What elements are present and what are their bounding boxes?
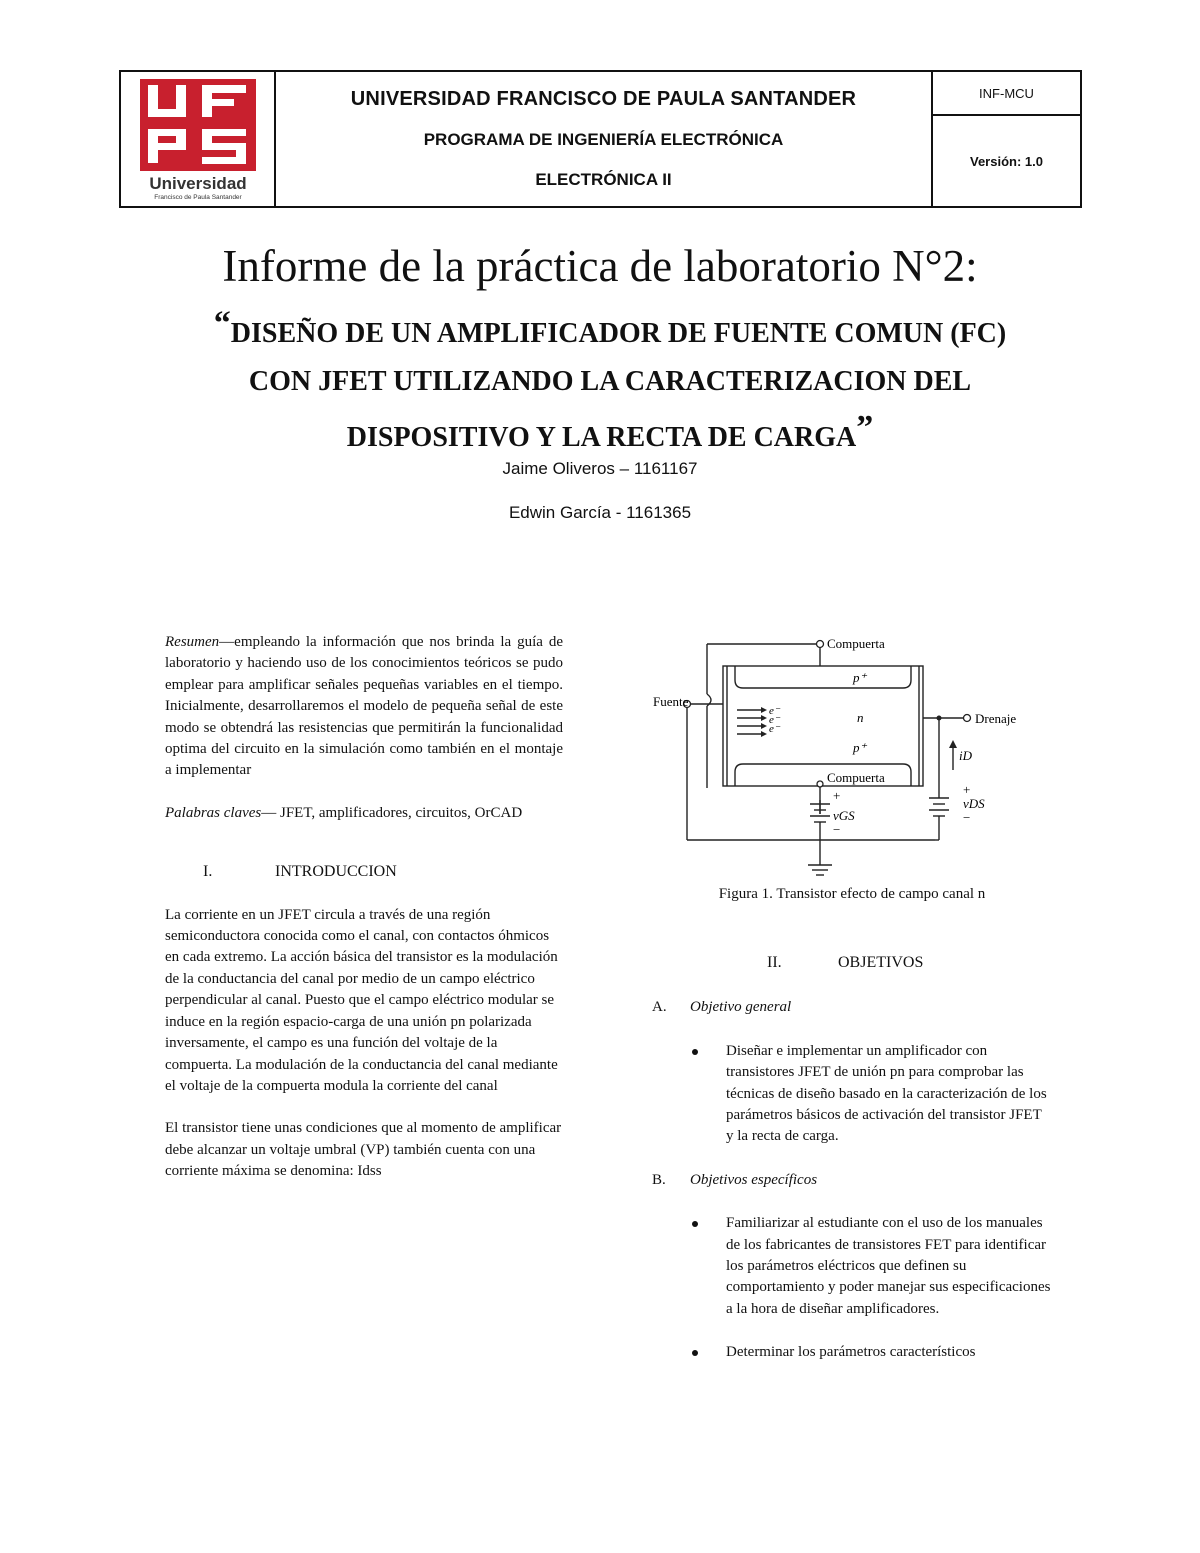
list-item: Familiarizar al estudiante con el uso de los manuales de los fabricantes de transistores FET para identificar los parámetros eléctricos que definen su comportamiento y poder manejar sus especificaciones a la hora de diseñar amplificadores. [652, 1213, 1052, 1320]
open-quote: “ [213, 305, 231, 342]
specific-objectives-list [652, 1213, 1052, 1363]
bullet-icon [692, 1350, 698, 1356]
ufps-logo-icon [138, 77, 258, 202]
right-column [652, 952, 1052, 1364]
left-column [165, 632, 563, 1183]
electron-label: e⁻ [769, 714, 780, 726]
vgs-plus: + [833, 788, 841, 803]
specific-objectives-heading: B. Objetivos específicos [652, 1171, 818, 1188]
logo-subtext: Francisco de Paula Santander [153, 193, 242, 201]
jfet-diagram [635, 630, 1065, 880]
p-top-label: p⁺ [853, 670, 867, 685]
gate-top-label: Compuerta [827, 636, 885, 651]
source-label: Fuente [653, 694, 689, 709]
n-label: n [857, 710, 864, 725]
header-meta [933, 72, 1080, 206]
electron-label: e⁻ [769, 723, 780, 735]
section-introduction-heading: I. INTRODUCCION [203, 863, 397, 881]
author-1: Jaime Oliveros – 1161167 [502, 459, 698, 478]
general-objective-list [652, 1041, 1052, 1148]
abstract: Resumen—empleando la información que nos brinda la guía de laboratorio y haciendo uso de los conocimientos teóricos se pudo emplear para amplificar señales pequeñas variables en el tiempo. Inicialmente, desarrollaremos el modelo de pequeña señal de este modo se obtendrá las resistencias que permitirán la funcionalidad optima del circuito en la simulación como también en el montaje a implementar [165, 634, 563, 779]
subtitle-line-2: CON JFET UTILIZANDO LA CARACTERIZACION DEL [248, 366, 972, 397]
section-objectives-heading: II. OBJETIVOS [767, 954, 924, 971]
vds-label: vDS [963, 796, 985, 811]
list-item: Diseñar e implementar un amplificador con transistores JFET de unión pn para comprobar las técnicas de diseño basado en la caracterización de los parámetros básicos de activación del transistor JFET y la recta de carga. [652, 1041, 1052, 1148]
document-code: INF-MCU [933, 72, 1080, 116]
list-item: Determinar los parámetros característicos [652, 1342, 1052, 1363]
document-version: Versión: 1.0 [970, 153, 1043, 169]
bullet-icon [692, 1049, 698, 1055]
document-header [119, 70, 1082, 208]
id-label: iD [959, 748, 972, 763]
p-bottom-label: p⁺ [853, 740, 867, 755]
report-subtitle [160, 305, 1060, 462]
bullet-icon [692, 1221, 698, 1227]
program-name: PROGRAMA DE INGENIERÍA ELECTRÓNICA [423, 130, 784, 150]
subtitle-line-3: DISPOSITIVO Y LA RECTA DE CARGA” [346, 409, 874, 453]
jfet-figure [635, 630, 1065, 880]
vds-plus: + [963, 782, 971, 797]
drain-label: Drenaje [975, 711, 1017, 726]
keywords: Palabras claves— JFET, amplificadores, circuitos, OrCAD [165, 804, 523, 821]
logo-text: Universidad [148, 173, 247, 193]
gate-bottom-label: Compuerta [827, 770, 885, 785]
header-titles [276, 72, 933, 206]
general-objective-heading: A. Objetivo general [652, 999, 792, 1016]
vgs-minus: − [833, 822, 841, 837]
close-quote: ” [856, 409, 874, 446]
electron-label: e⁻ [769, 705, 780, 717]
university-name: UNIVERSIDAD FRANCISCO DE PAULA SANTANDER [350, 87, 857, 110]
report-title: Informe de la práctica de laboratorio N°2: [222, 241, 978, 291]
university-logo [121, 72, 276, 206]
subtitle-line-1: “DISEÑO DE UN AMPLIFICADOR DE FUENTE COMUN (FC) [213, 305, 1007, 349]
figure-caption: Figura 1. Transistor efecto de campo canal n [718, 886, 986, 902]
vgs-label: vGS [833, 808, 855, 823]
intro-paragraph-1: La corriente en un JFET circula a través de una región semiconductora conocida como el canal, con contactos óhmicos en cada extremo. La acción básica del transistor es la modulación de la conductancia del canal por medio de un campo eléctrico perpendicular al canal. Puesto que el campo eléctrico modular se induce en la región espacio-carga de una unión pn polarizada inversamente, el campo es una función del voltaje de la compuerta. La modulación de la conductancia del canal mediante el voltaje de la compuerta modula la corriente del canal [165, 906, 558, 1094]
vds-minus: − [963, 810, 971, 825]
intro-paragraph-2: El transistor tiene unas condiciones que al momento de amplificar debe alcanzar un voltaje umbral (VP) también cuenta con una corriente máxima se denomina: Idss [165, 1120, 562, 1180]
course-name: ELECTRÓNICA II [535, 170, 672, 190]
author-2: Edwin García - 1161365 [508, 503, 692, 522]
